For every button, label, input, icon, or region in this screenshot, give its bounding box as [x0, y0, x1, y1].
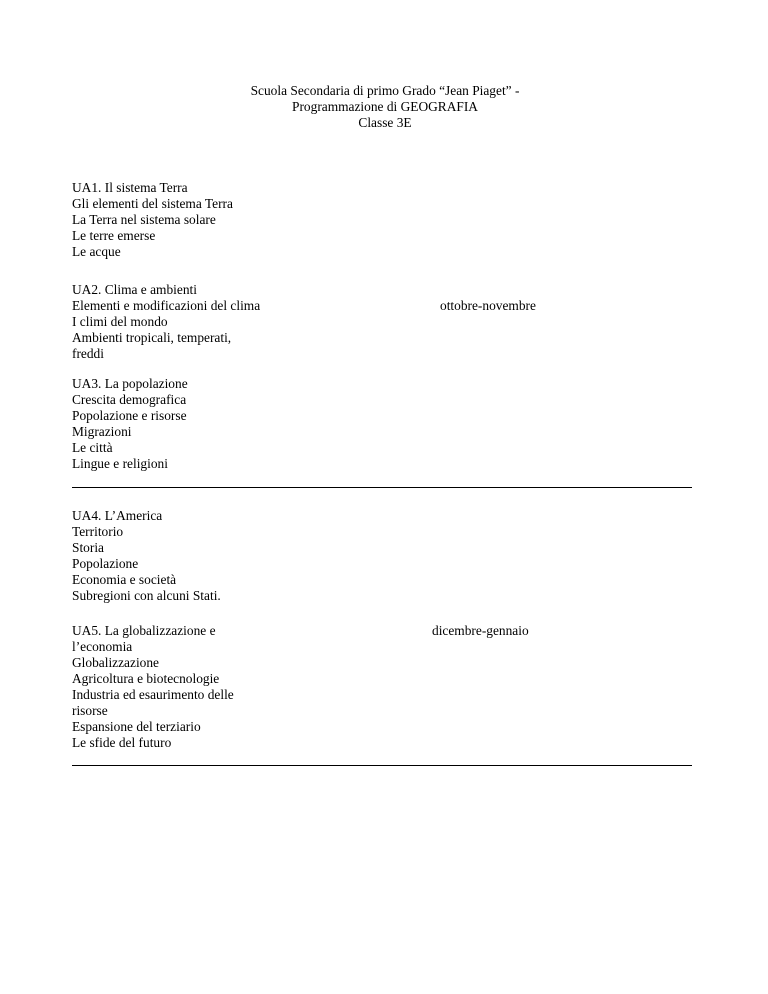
unit-item: Le città: [72, 440, 113, 455]
unit-item: Gli elementi del sistema Terra: [72, 196, 233, 211]
divider-line: [72, 487, 692, 488]
unit-item: Elementi e modificazioni del clima: [72, 298, 261, 313]
unit-item: Le sfide del futuro: [72, 735, 172, 750]
unit-ua5: [72, 623, 292, 751]
unit-title: UA3. La popolazione: [72, 376, 188, 391]
unit-item: Crescita demografica: [72, 392, 187, 407]
unit-title: UA5. La globalizzazione e: [72, 623, 216, 638]
unit-item: I climi del mondo: [72, 314, 168, 329]
unit-item: Ambienti tropicali, temperati,: [72, 330, 232, 345]
unit-item: Economia e società: [72, 572, 177, 587]
unit-ua1: [72, 180, 292, 260]
unit-title: UA1. Il sistema Terra: [72, 180, 188, 195]
unit-item: Industria ed esaurimento delle: [72, 687, 234, 702]
unit-item: Migrazioni: [72, 424, 132, 439]
document-title: Programmazione di GEOGRAFIA: [292, 99, 478, 114]
unit-item: freddi: [72, 346, 104, 361]
unit-item: Territorio: [72, 524, 124, 539]
unit-item: risorse: [72, 703, 108, 718]
unit-item: Le acque: [72, 244, 121, 259]
unit-item: Storia: [72, 540, 104, 555]
document-header: [0, 83, 768, 131]
unit-item: Subregioni con alcuni Stati.: [72, 588, 221, 603]
unit-ua2: [72, 282, 292, 362]
period-ottobre-novembre: ottobre-novembre: [440, 298, 536, 313]
unit-item: La Terra nel sistema solare: [72, 212, 216, 227]
unit-item: Popolazione: [72, 556, 139, 571]
unit-title: UA4. L’America: [72, 508, 163, 523]
divider-line: [72, 765, 692, 766]
unit-item: Popolazione e risorse: [72, 408, 187, 423]
unit-item: Le terre emerse: [72, 228, 156, 243]
school-name: Scuola Secondaria di primo Grado “Jean Piaget” -: [250, 83, 520, 98]
unit-item: Agricoltura e biotecnologie: [72, 671, 220, 686]
class-name: Classe 3E: [358, 115, 412, 130]
unit-item: Espansione del terziario: [72, 719, 201, 734]
period-dicembre-gennaio: dicembre-gennaio: [432, 623, 529, 638]
unit-title: UA2. Clima e ambienti: [72, 282, 197, 297]
unit-item: l’economia: [72, 639, 133, 654]
unit-ua4: [72, 508, 292, 604]
unit-item: Globalizzazione: [72, 655, 159, 670]
unit-ua3: [72, 376, 292, 472]
unit-item: Lingue e religioni: [72, 456, 168, 471]
